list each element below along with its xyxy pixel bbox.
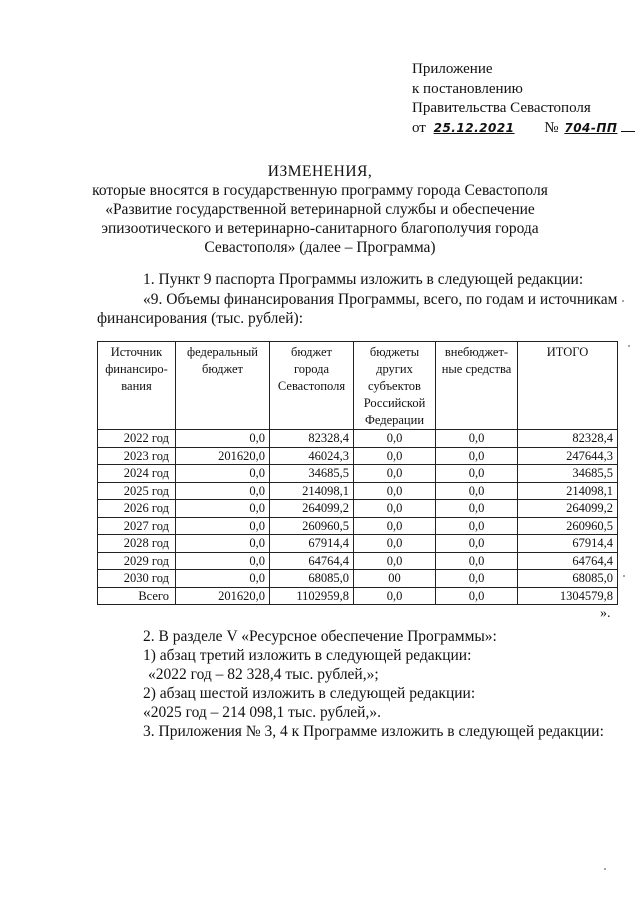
table-cell: 2022 год [98, 430, 176, 448]
table-header-text: субъектов [368, 379, 421, 393]
table-row [98, 465, 618, 483]
table-header-text: вания [121, 379, 152, 393]
paragraph-2-line-1: «9. Объемы финансирования Программы, всего, по годам и источникам [143, 291, 618, 308]
table-row [98, 500, 618, 518]
handwritten-number: 704-ПП [564, 120, 618, 135]
table-header-cell [436, 342, 518, 430]
table-cell: 0,0 [436, 517, 518, 535]
table-cell: 260960,5 [518, 517, 618, 535]
table-cell: 2030 год [98, 570, 176, 588]
appendix-block [412, 60, 635, 138]
title-line-1: которые вносятся в государственную программу города Севастополя [92, 182, 548, 199]
document-title-block [0, 162, 640, 257]
table-cell: 0,0 [354, 587, 436, 605]
table-cell: 00 [354, 570, 436, 588]
financing-table [97, 341, 618, 605]
table-cell: 0,0 [436, 587, 518, 605]
paragraph-6: 2) абзац шестой изложить в следующей редакции: [143, 685, 476, 702]
table-header-text: Российской [363, 396, 426, 410]
table-cell: 0,0 [436, 447, 518, 465]
table-cell: 0,0 [354, 552, 436, 570]
table-cell: 0,0 [436, 535, 518, 553]
table-header-text: бюджет [291, 345, 332, 359]
table-body [98, 430, 618, 605]
table-cell: Всего [98, 587, 176, 605]
paragraph-8: 3. Приложения № 3, 4 к Программе изложить в следующей редакции: [143, 723, 604, 740]
table-header-text: города [293, 362, 330, 376]
table-cell: 0,0 [354, 482, 436, 500]
table-header-cell [518, 342, 618, 430]
table-header-text: бюджет [202, 362, 243, 376]
table-cell: 0,0 [354, 500, 436, 518]
table-cell: 2029 год [98, 552, 176, 570]
table-header-text: Федерации [364, 413, 425, 427]
table-cell: 82328,4 [270, 430, 354, 448]
date-prefix: от [412, 119, 426, 136]
table-cell: 68085,0 [518, 570, 618, 588]
appendix-line-1: Приложение [412, 61, 493, 77]
appendix-line-3: Правительства Севастополя [412, 100, 591, 116]
table-cell: 264099,2 [270, 500, 354, 518]
table-cell: 34685,5 [270, 465, 354, 483]
scan-speck [623, 575, 625, 577]
table-header-cell [270, 342, 354, 430]
paragraph-1: 1. Пункт 9 паспорта Программы изложить в следующей редакции: [143, 271, 584, 288]
table-cell: 0,0 [354, 465, 436, 483]
table-cell: 260960,5 [270, 517, 354, 535]
table-cell: 201620,0 [176, 587, 270, 605]
table-cell: 0,0 [354, 447, 436, 465]
table-cell: 0,0 [436, 552, 518, 570]
table-cell: 0,0 [436, 465, 518, 483]
paragraph-7: «2025 год – 214 098,1 тыс. рублей,». [143, 704, 381, 721]
table-cell: 0,0 [436, 482, 518, 500]
table-cell: 2026 год [98, 500, 176, 518]
table-cell: 2028 год [98, 535, 176, 553]
title-line-4: Севастополя» (далее – Программа) [204, 239, 436, 256]
table-header-text: ные средства [441, 362, 512, 376]
table-cell: 67914,4 [270, 535, 354, 553]
table-cell: 0,0 [176, 517, 270, 535]
table-header-text: внебюджет- [444, 345, 509, 359]
table-cell: 68085,0 [270, 570, 354, 588]
table-cell: 2023 год [98, 447, 176, 465]
table-cell: 247644,3 [518, 447, 618, 465]
table-header-cell [176, 342, 270, 430]
table-header-text: Севастополя [277, 379, 346, 393]
paragraph-4: 1) абзац третий изложить в следующей редакции: [143, 647, 472, 664]
table-cell: 214098,1 [270, 482, 354, 500]
table-cell: 0,0 [176, 500, 270, 518]
scan-speck [622, 300, 624, 302]
table-header-text: федеральный [186, 345, 258, 359]
table-row [98, 535, 618, 553]
table-header-text: других [376, 362, 413, 376]
paragraph-3: 2. В разделе V «Ресурсное обеспечение Программы»: [143, 628, 497, 645]
table-header-cell [98, 342, 176, 430]
table-cell: 82328,4 [518, 430, 618, 448]
title-line-2: «Развитие государственной ветеринарной службы и обеспечение [105, 201, 535, 218]
table-cell: 0,0 [176, 535, 270, 553]
scan-speck [604, 868, 606, 870]
table-cell: 214098,1 [518, 482, 618, 500]
table-header-cell [354, 342, 436, 430]
table-header-text: бюджеты [369, 345, 420, 359]
table-row [98, 447, 618, 465]
scan-speck [628, 345, 630, 347]
table-header-text: ИТОГО [546, 345, 589, 359]
handwritten-date: 25.12.2021 [433, 120, 515, 135]
table-cell: 0,0 [354, 517, 436, 535]
table-cell: 64764,4 [270, 552, 354, 570]
document-heading: ИЗМЕНЕНИЯ, [267, 163, 373, 180]
table-cell: 1102959,8 [270, 587, 354, 605]
table-cell: 0,0 [176, 570, 270, 588]
table-cell: 2024 год [98, 465, 176, 483]
table-cell: 0,0 [176, 465, 270, 483]
table-header-row [98, 342, 618, 430]
title-line-3: эпизоотического и ветеринарно-санитарного благополучия города [101, 220, 539, 237]
appendix-date-line [412, 119, 635, 139]
table-cell: 0,0 [436, 430, 518, 448]
table-cell: 0,0 [176, 552, 270, 570]
table-cell: 0,0 [354, 430, 436, 448]
table-row [98, 430, 618, 448]
table-cell: 1304579,8 [518, 587, 618, 605]
table-row [98, 587, 618, 605]
table-cell: 0,0 [436, 500, 518, 518]
table-cell: 0,0 [176, 482, 270, 500]
table-row [98, 517, 618, 535]
table-cell: 0,0 [436, 570, 518, 588]
table-cell: 264099,2 [518, 500, 618, 518]
paragraph-2-line-2: финансирования (тыс. рублей): [97, 310, 304, 327]
appendix-line-2: к постановлению [412, 80, 523, 97]
table-cell: 2027 год [98, 517, 176, 535]
table-cell: 0,0 [176, 430, 270, 448]
table-cell: 201620,0 [176, 447, 270, 465]
table-cell: 67914,4 [518, 535, 618, 553]
table-header-text: Источник [110, 345, 163, 359]
table-row [98, 570, 618, 588]
table-header-text: финансиро- [105, 362, 168, 376]
table-cell: 46024,3 [270, 447, 354, 465]
table-cell: 0,0 [354, 535, 436, 553]
quote-end: ». [600, 606, 611, 621]
table-cell: 34685,5 [518, 465, 618, 483]
table-row [98, 552, 618, 570]
table-cell: 64764,4 [518, 552, 618, 570]
number-prefix: № [544, 119, 559, 136]
table-cell: 2025 год [98, 482, 176, 500]
paragraph-5: «2022 год – 82 328,4 тыс. рублей,»; [148, 666, 379, 683]
table-row [98, 482, 618, 500]
